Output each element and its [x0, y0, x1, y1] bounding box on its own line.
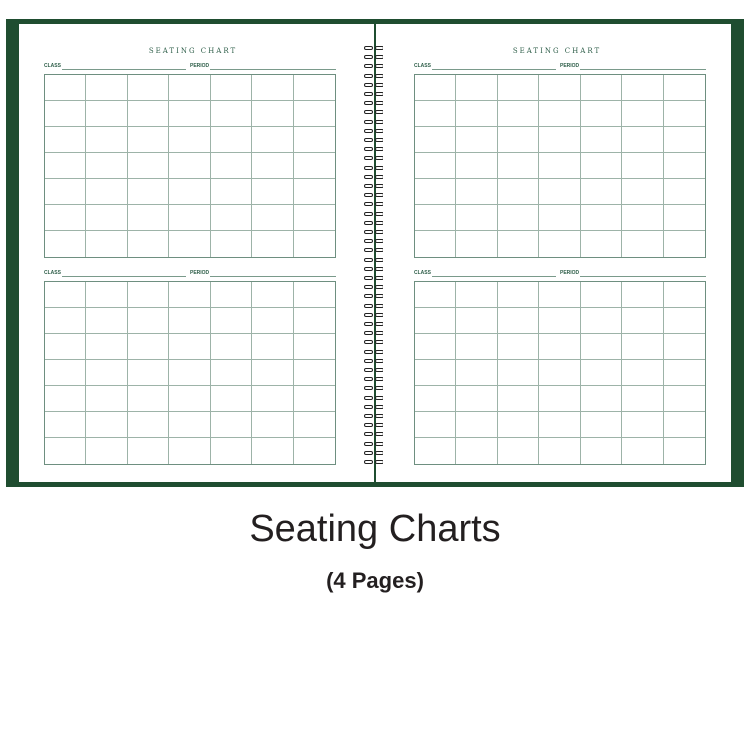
- period-label: PERIOD: [190, 270, 210, 276]
- period-line: [210, 276, 336, 277]
- seat-cell: [498, 231, 539, 257]
- seating-grid: [414, 74, 706, 258]
- seat-cell: [415, 75, 456, 101]
- seating-grid: [44, 74, 336, 258]
- ring-loop: [364, 350, 373, 354]
- seat-cell: [169, 308, 210, 334]
- seat-cell: [539, 386, 580, 412]
- seat-cell: [128, 334, 169, 360]
- seat-cell: [252, 179, 293, 205]
- seat-cell: [622, 282, 663, 308]
- seat-cell: [456, 231, 497, 257]
- seat-cell: [294, 205, 335, 231]
- seat-cell: [169, 127, 210, 153]
- seat-cell: [539, 308, 580, 334]
- seat-cell: [456, 75, 497, 101]
- class-label: CLASS: [44, 270, 61, 276]
- seat-cell: [252, 127, 293, 153]
- class-line: [62, 276, 186, 277]
- class-label: CLASS: [44, 63, 61, 69]
- ring-loop: [364, 83, 373, 87]
- seat-cell: [169, 412, 210, 438]
- seat-cell: [252, 75, 293, 101]
- seat-cell: [622, 205, 663, 231]
- seat-cell: [498, 153, 539, 179]
- seat-cell: [211, 412, 252, 438]
- seat-cell: [415, 231, 456, 257]
- seat-cell: [664, 101, 705, 127]
- ring-loop: [364, 285, 373, 289]
- period-label: PERIOD: [560, 63, 580, 69]
- ring-loop: [364, 377, 373, 381]
- seat-cell: [664, 75, 705, 101]
- seat-cell: [252, 438, 293, 464]
- spiral-binding: [367, 24, 383, 482]
- ring-loop: [364, 184, 373, 188]
- seat-cell: [664, 205, 705, 231]
- seat-cell: [456, 101, 497, 127]
- seat-cell: [498, 179, 539, 205]
- seat-cell: [294, 438, 335, 464]
- ring-loop: [364, 212, 373, 216]
- seat-cell: [539, 282, 580, 308]
- seat-cell: [169, 438, 210, 464]
- seat-cell: [128, 179, 169, 205]
- seat-cell: [294, 386, 335, 412]
- seat-cell: [169, 75, 210, 101]
- class-label: CLASS: [414, 63, 431, 69]
- seat-cell: [622, 386, 663, 412]
- ring-loop: [364, 368, 373, 372]
- seat-cell: [498, 360, 539, 386]
- seat-cell: [498, 412, 539, 438]
- seat-cell: [415, 334, 456, 360]
- class-label: CLASS: [414, 270, 431, 276]
- seat-cell: [169, 282, 210, 308]
- seat-cell: [169, 179, 210, 205]
- seat-cell: [498, 334, 539, 360]
- chart-header: [414, 270, 714, 280]
- seat-cell: [252, 282, 293, 308]
- seat-cell: [415, 282, 456, 308]
- ring-loop: [364, 405, 373, 409]
- seat-cell: [539, 438, 580, 464]
- seat-cell: [128, 153, 169, 179]
- seat-cell: [211, 75, 252, 101]
- class-line: [432, 276, 556, 277]
- seat-cell: [622, 438, 663, 464]
- seat-cell: [45, 438, 86, 464]
- seat-cell: [581, 412, 622, 438]
- seat-cell: [539, 360, 580, 386]
- seat-cell: [581, 282, 622, 308]
- seat-cell: [581, 75, 622, 101]
- class-line: [62, 69, 186, 70]
- ring-loop: [364, 304, 373, 308]
- seat-cell: [415, 386, 456, 412]
- seat-cell: [45, 153, 86, 179]
- seat-cell: [86, 205, 127, 231]
- seat-cell: [498, 75, 539, 101]
- seat-cell: [86, 386, 127, 412]
- seat-cell: [581, 334, 622, 360]
- seat-cell: [45, 205, 86, 231]
- period-line: [580, 69, 706, 70]
- seat-cell: [294, 308, 335, 334]
- seat-cell: [169, 334, 210, 360]
- ring-loop: [364, 120, 373, 124]
- seat-cell: [45, 360, 86, 386]
- seat-cell: [211, 101, 252, 127]
- seat-cell: [581, 438, 622, 464]
- chart-header: [414, 63, 714, 73]
- seat-cell: [86, 127, 127, 153]
- ring-loop: [364, 414, 373, 418]
- seat-cell: [128, 308, 169, 334]
- seat-cell: [415, 438, 456, 464]
- seat-cell: [211, 360, 252, 386]
- seat-cell: [86, 153, 127, 179]
- seat-cell: [45, 334, 86, 360]
- seat-cell: [86, 334, 127, 360]
- ring-loop: [364, 46, 373, 50]
- seat-cell: [622, 308, 663, 334]
- ring-loop: [364, 432, 373, 436]
- ring-loop: [364, 267, 373, 271]
- seat-cell: [415, 101, 456, 127]
- seat-cell: [539, 153, 580, 179]
- seat-cell: [45, 308, 86, 334]
- seat-cell: [211, 231, 252, 257]
- seat-cell: [664, 360, 705, 386]
- seat-cell: [415, 412, 456, 438]
- seat-cell: [169, 153, 210, 179]
- seat-cell: [415, 360, 456, 386]
- ring-loop: [364, 221, 373, 225]
- seat-cell: [86, 360, 127, 386]
- seat-cell: [252, 101, 293, 127]
- seat-cell: [539, 179, 580, 205]
- seat-cell: [456, 153, 497, 179]
- ring-loop: [364, 166, 373, 170]
- ring-loop: [364, 239, 373, 243]
- seat-cell: [622, 127, 663, 153]
- seat-cell: [581, 231, 622, 257]
- seat-cell: [456, 360, 497, 386]
- seat-cell: [86, 101, 127, 127]
- seat-cell: [45, 386, 86, 412]
- seat-cell: [169, 101, 210, 127]
- ring-loop: [364, 331, 373, 335]
- seat-cell: [539, 75, 580, 101]
- period-line: [210, 69, 336, 70]
- seat-cell: [128, 282, 169, 308]
- ring-loop: [364, 396, 373, 400]
- seat-cell: [45, 412, 86, 438]
- seat-cell: [128, 360, 169, 386]
- seat-cell: [252, 205, 293, 231]
- left-page: [19, 24, 367, 482]
- ring-loop: [364, 322, 373, 326]
- seat-cell: [211, 334, 252, 360]
- seat-cell: [622, 153, 663, 179]
- ring-loop: [364, 276, 373, 280]
- ring-loop: [364, 386, 373, 390]
- ring-loop: [364, 423, 373, 427]
- ring-loop: [364, 55, 373, 59]
- seat-cell: [456, 386, 497, 412]
- seat-cell: [622, 231, 663, 257]
- seat-cell: [622, 334, 663, 360]
- seat-cell: [581, 179, 622, 205]
- seat-cell: [415, 205, 456, 231]
- seat-cell: [581, 101, 622, 127]
- seat-cell: [539, 231, 580, 257]
- seat-cell: [86, 179, 127, 205]
- seat-cell: [294, 360, 335, 386]
- seat-cell: [622, 75, 663, 101]
- ring-loop: [364, 258, 373, 262]
- seat-cell: [456, 334, 497, 360]
- seat-cell: [86, 282, 127, 308]
- seat-cell: [45, 179, 86, 205]
- seat-cell: [498, 101, 539, 127]
- seat-cell: [169, 360, 210, 386]
- seat-cell: [86, 308, 127, 334]
- seat-cell: [294, 179, 335, 205]
- ring-loop: [364, 92, 373, 96]
- seat-cell: [252, 231, 293, 257]
- seat-cell: [252, 386, 293, 412]
- seat-cell: [294, 334, 335, 360]
- seat-cell: [211, 438, 252, 464]
- seat-cell: [45, 101, 86, 127]
- seat-cell: [539, 412, 580, 438]
- ring-loop: [364, 313, 373, 317]
- seat-cell: [456, 282, 497, 308]
- seat-cell: [252, 360, 293, 386]
- seat-cell: [128, 127, 169, 153]
- ring-loop: [364, 147, 373, 151]
- page-title: SEATING CHART: [512, 47, 602, 55]
- seat-cell: [211, 386, 252, 412]
- seat-cell: [128, 75, 169, 101]
- seat-cell: [539, 334, 580, 360]
- page-title: SEATING CHART: [148, 47, 238, 55]
- ring-loop: [364, 129, 373, 133]
- ring-loop: [364, 340, 373, 344]
- seat-cell: [539, 205, 580, 231]
- seat-cell: [252, 153, 293, 179]
- seat-cell: [294, 153, 335, 179]
- period-line: [580, 276, 706, 277]
- seat-cell: [415, 127, 456, 153]
- seat-cell: [498, 386, 539, 412]
- ring-loop: [364, 193, 373, 197]
- ring-loop: [364, 442, 373, 446]
- seat-cell: [622, 412, 663, 438]
- seat-cell: [581, 308, 622, 334]
- seat-cell: [294, 282, 335, 308]
- ring-loop: [364, 74, 373, 78]
- seat-cell: [498, 438, 539, 464]
- seat-cell: [86, 75, 127, 101]
- seat-cell: [211, 179, 252, 205]
- seat-cell: [664, 412, 705, 438]
- seat-cell: [415, 308, 456, 334]
- seat-cell: [294, 75, 335, 101]
- seat-cell: [664, 231, 705, 257]
- seat-cell: [498, 205, 539, 231]
- seat-cell: [539, 101, 580, 127]
- period-label: PERIOD: [190, 63, 210, 69]
- caption-title: Seating Charts: [249, 508, 501, 550]
- seat-cell: [252, 308, 293, 334]
- seat-cell: [581, 127, 622, 153]
- seat-cell: [211, 127, 252, 153]
- seat-cell: [86, 438, 127, 464]
- seat-cell: [664, 179, 705, 205]
- seat-cell: [128, 101, 169, 127]
- seat-cell: [622, 101, 663, 127]
- ring-loop: [364, 110, 373, 114]
- seat-cell: [45, 231, 86, 257]
- seat-cell: [86, 412, 127, 438]
- seat-cell: [581, 360, 622, 386]
- ring-loop: [364, 294, 373, 298]
- period-label: PERIOD: [560, 270, 580, 276]
- seat-cell: [86, 231, 127, 257]
- ring-loop: [364, 451, 373, 455]
- seat-cell: [664, 282, 705, 308]
- seat-cell: [294, 412, 335, 438]
- seat-cell: [581, 386, 622, 412]
- seat-cell: [128, 438, 169, 464]
- seat-cell: [581, 153, 622, 179]
- seat-cell: [211, 205, 252, 231]
- ring-loop: [364, 460, 373, 464]
- ring-loop: [364, 248, 373, 252]
- seat-cell: [45, 127, 86, 153]
- seat-cell: [128, 412, 169, 438]
- ring-loop: [364, 156, 373, 160]
- seat-cell: [252, 334, 293, 360]
- seat-cell: [128, 386, 169, 412]
- ring-loop: [364, 202, 373, 206]
- seat-cell: [664, 386, 705, 412]
- chart-header: [44, 270, 344, 280]
- seat-cell: [211, 308, 252, 334]
- seat-cell: [456, 412, 497, 438]
- ring-loop: [364, 138, 373, 142]
- seat-cell: [498, 308, 539, 334]
- seat-cell: [169, 386, 210, 412]
- seat-cell: [128, 231, 169, 257]
- seat-cell: [294, 127, 335, 153]
- seat-cell: [45, 75, 86, 101]
- right-page: [383, 24, 731, 482]
- seat-cell: [128, 205, 169, 231]
- seat-cell: [45, 282, 86, 308]
- seat-cell: [498, 282, 539, 308]
- ring-loop: [364, 359, 373, 363]
- seat-cell: [664, 308, 705, 334]
- seat-cell: [456, 205, 497, 231]
- seat-cell: [211, 282, 252, 308]
- seating-grid: [414, 281, 706, 465]
- seat-cell: [169, 205, 210, 231]
- seat-cell: [539, 127, 580, 153]
- seat-cell: [252, 412, 293, 438]
- seat-cell: [456, 438, 497, 464]
- seat-cell: [294, 101, 335, 127]
- seat-cell: [211, 153, 252, 179]
- seat-cell: [664, 334, 705, 360]
- seat-cell: [415, 179, 456, 205]
- ring-loop: [364, 64, 373, 68]
- seat-cell: [294, 231, 335, 257]
- ring-loop: [364, 101, 373, 105]
- ring-loop: [364, 175, 373, 179]
- seating-grid: [44, 281, 336, 465]
- seat-cell: [415, 153, 456, 179]
- seat-cell: [622, 360, 663, 386]
- chart-header: [44, 63, 344, 73]
- seat-cell: [498, 127, 539, 153]
- seat-cell: [456, 179, 497, 205]
- seat-cell: [664, 127, 705, 153]
- seat-cell: [664, 153, 705, 179]
- seat-cell: [664, 438, 705, 464]
- seat-cell: [456, 308, 497, 334]
- ring-loop: [364, 230, 373, 234]
- seat-cell: [169, 231, 210, 257]
- seat-cell: [622, 179, 663, 205]
- caption-subtitle: (4 Pages): [326, 568, 424, 593]
- class-line: [432, 69, 556, 70]
- seat-cell: [581, 205, 622, 231]
- seat-cell: [456, 127, 497, 153]
